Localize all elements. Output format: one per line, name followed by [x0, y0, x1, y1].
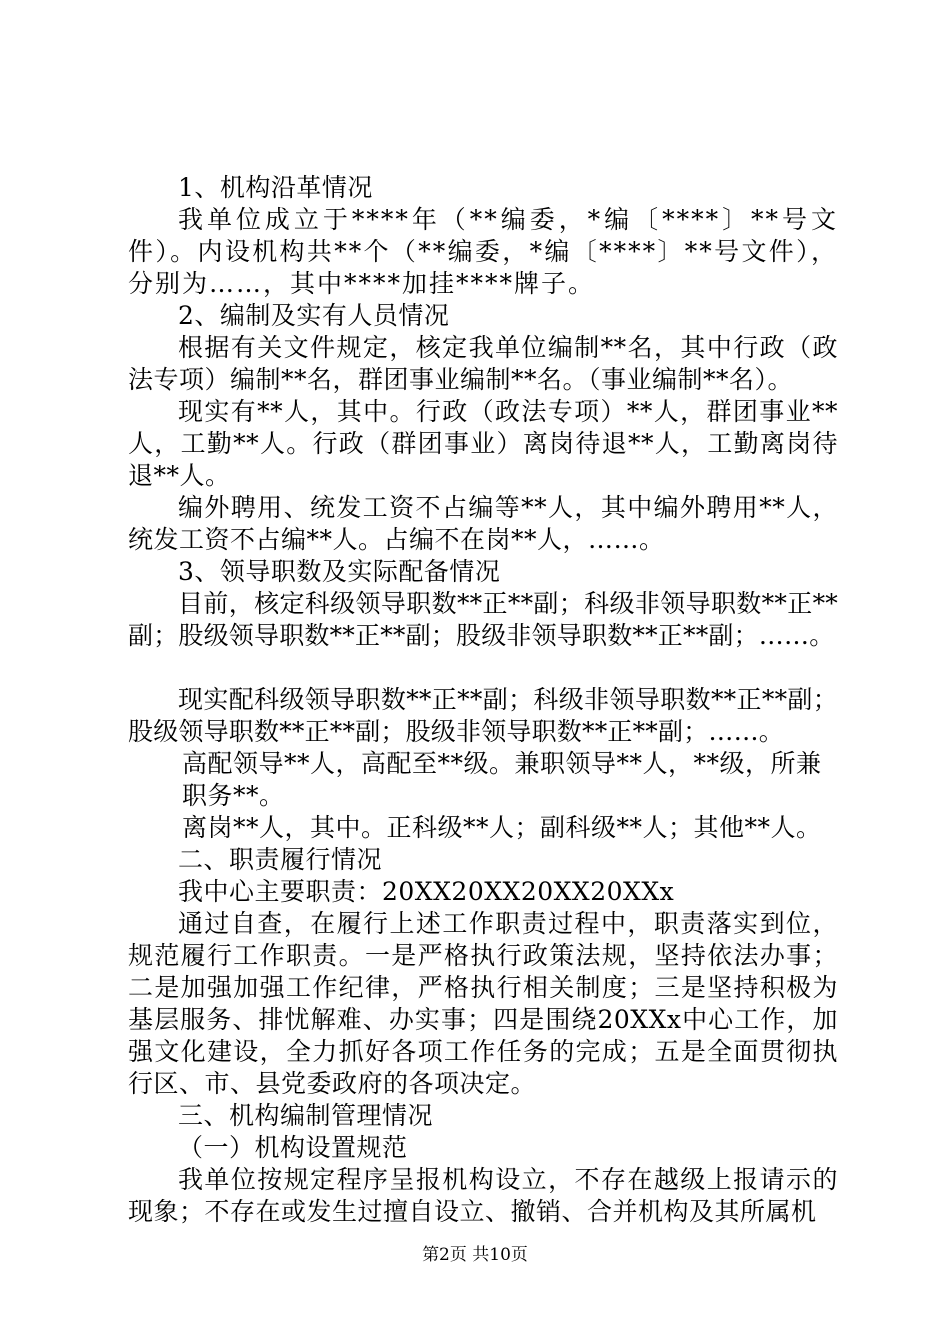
paragraph-duties-review: 通过自查，在履行上述工作职责过程中，职责落实到位，规范履行工作职责。一是严格执行政策法规，坚持依法办事；二是加强加强工作纪律，严格执行相关制度；三是坚持积极为基层服务、排忧解难、办实事；四是围绕20XXx中心工作，加强文化建设，全力抓好各项工作任务的完成；五是全面贯彻执行区、市、县党委政府的各项决定。	[128, 909, 838, 1098]
heading-history: 1、机构沿革情况	[178, 173, 373, 202]
heading-management-sub: （一）机构设置规范	[178, 1133, 408, 1162]
paragraph-staffing-external: 编外聘用、统发工资不占编等**人，其中编外聘用**人，统发工资不占编**人。占编不在岗**人，……。	[128, 493, 838, 554]
paragraph-gap	[128, 652, 838, 684]
paragraph-staffing-quota: 根据有关文件规定，核定我单位编制**名，其中行政（政法专项）编制**名，群团事业编制**名。（事业编制**名）。	[128, 333, 838, 394]
paragraph-staffing-actual: 现实有**人，其中。行政（政法专项）**人，群团事业**人，工勤**人。行政（群团事业）离岗待退**人，工勤离岗待退**人。	[128, 397, 838, 490]
page-footer: 第2页 共10页	[422, 1245, 528, 1265]
paragraph-leadership-highgrade: 高配领导**人，高配至**级。兼职领导**人，**级，所兼职务**。	[182, 749, 822, 810]
heading-leadership: 3、领导职数及实际配备情况	[178, 557, 501, 586]
paragraph-leadership-quota: 目前，核定科级领导职数**正**副；科级非领导职数**正**副；股级领导职数**正**副；股级非领导职数**正**副；……。	[128, 589, 838, 650]
heading-duties: 二、职责履行情况	[178, 845, 383, 874]
heading-staffing: 2、编制及实有人员情况	[178, 301, 450, 330]
paragraph-duties-main: 我中心主要职责：20XX20XX20XX20XXx	[178, 877, 675, 906]
paragraph-leadership-actual: 现实配科级领导职数**正**副；科级非领导职数**正**副；股级领导职数**正**副；股级非领导职数**正**副；……。	[128, 685, 838, 746]
paragraph-management: 我单位按规定程序呈报机构设立，不存在越级上报请示的现象；不存在或发生过擅自设立、撤销、合并机构及其所属机	[128, 1165, 838, 1226]
heading-management: 三、机构编制管理情况	[178, 1101, 434, 1130]
paragraph-leadership-retired: 离岗**人，其中。正科级**人；副科级**人；其他**人。	[182, 813, 822, 842]
paragraph-history: 我单位成立于****年（**编委，*编〔****〕**号文件）。内设机构共**个（**编委，*编〔****〕**号文件），分别为……，其中****加挂****牌子。	[128, 205, 838, 298]
document-body	[128, 172, 838, 1228]
